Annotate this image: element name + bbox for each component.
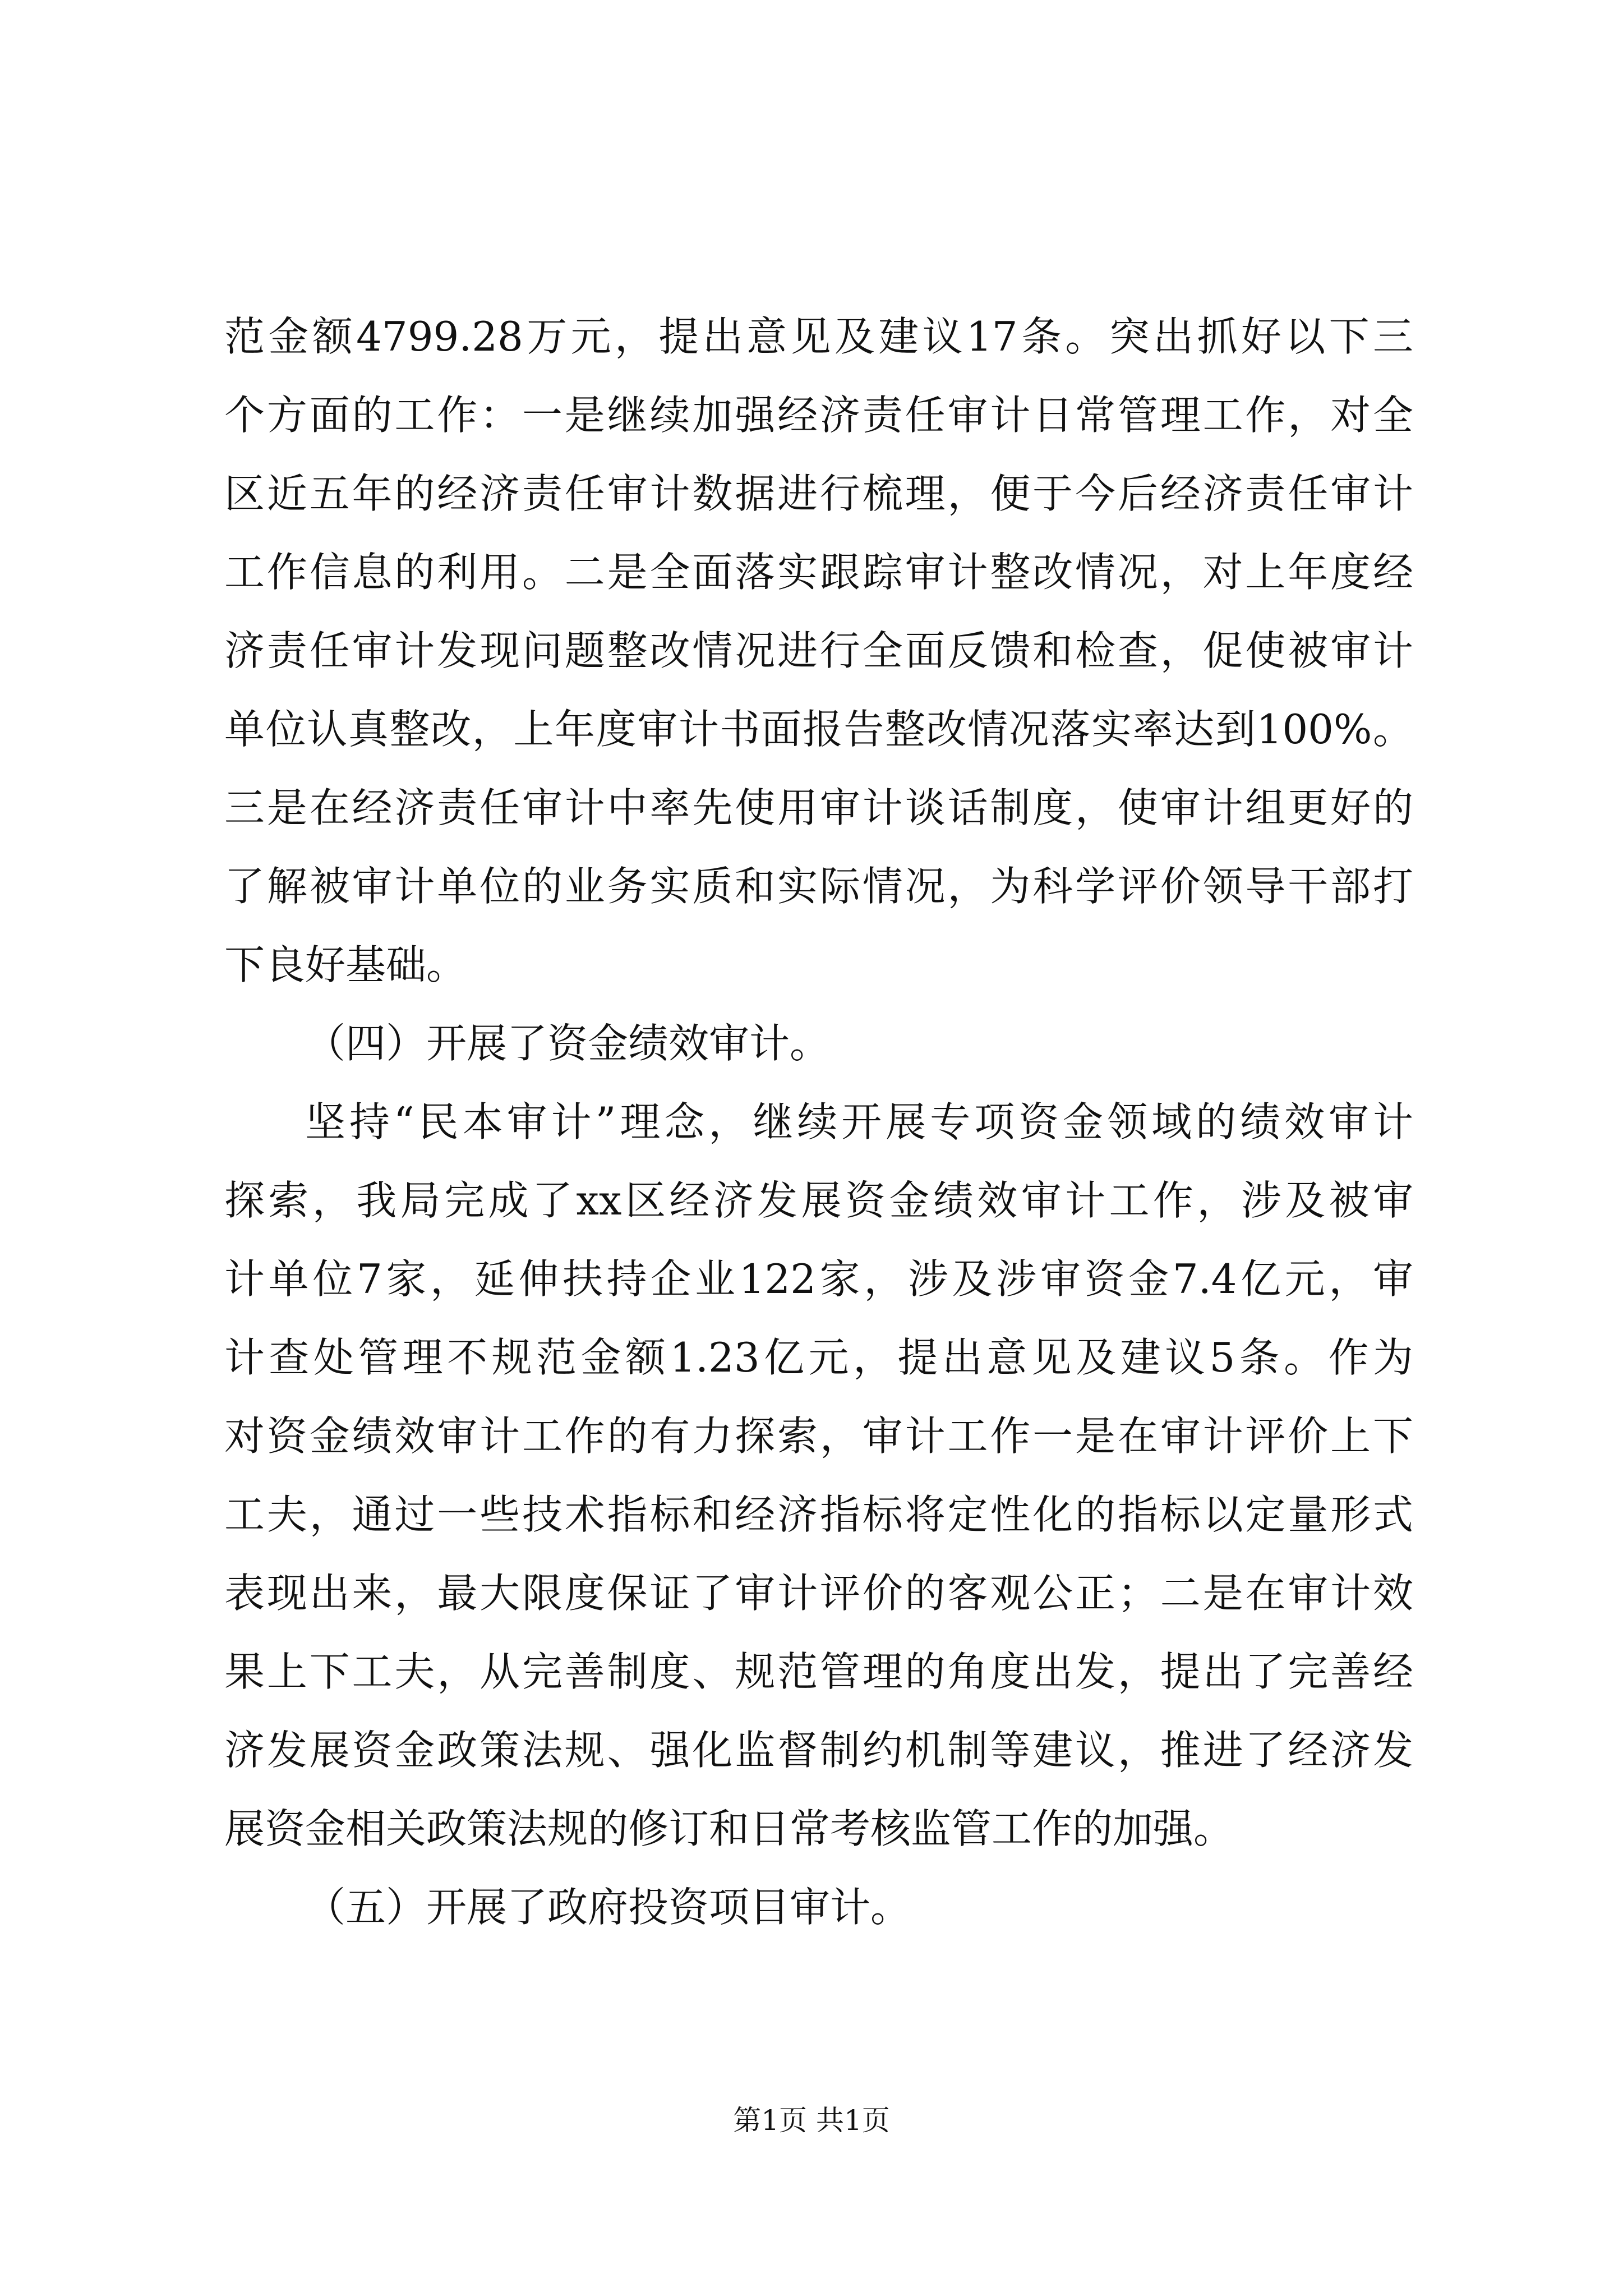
paragraph-1-line-9: 下良好基础。	[224, 941, 467, 988]
paragraph-1-line-2: 个方面的工作：一是继续加强经济责任审计日常管理工作，对全	[224, 392, 1413, 439]
paragraph-2-line-6: 工夫，通过一些技术指标和经济指标将定性化的指标以定量形式	[224, 1491, 1413, 1538]
paragraph-2-line-4: 计查处管理不规范金额1.23亿元，提出意见及建议5条。作为	[224, 1334, 1413, 1381]
paragraph-2-line-2: 探索，我局完成了xx区经济发展资金绩效审计工作，涉及被审	[224, 1177, 1413, 1224]
section-heading-5: （五）开展了政府投资项目审计。	[305, 1884, 911, 1931]
paragraph-2-line-7: 表现出来，最大限度保证了审计评价的客观公正；二是在审计效	[224, 1570, 1413, 1617]
paragraph-2-line-5: 对资金绩效审计工作的有力探索，审计工作一是在审计评价上下	[224, 1412, 1413, 1460]
paragraph-2-line-1: 坚持“民本审计”理念，继续开展专项资金领域的绩效审计	[305, 1098, 1413, 1145]
paragraph-1-line-4: 工作信息的利用。二是全面落实跟踪审计整改情况，对上年度经	[224, 549, 1413, 596]
paragraph-1-line-3: 区近五年的经济责任审计数据进行梳理，便于今后经济责任审计	[224, 470, 1413, 517]
paragraph-1-line-5: 济责任审计发现问题整改情况进行全面反馈和检查，促使被审计	[224, 627, 1413, 674]
section-heading-4: （四）开展了资金绩效审计。	[305, 1020, 831, 1067]
paragraph-1-line-7: 三是在经济责任审计中率先使用审计谈话制度，使审计组更好的	[224, 784, 1413, 831]
paragraph-1-line-6: 单位认真整改，上年度审计书面报告整改情况落实率达到100%。	[224, 706, 1413, 753]
paragraph-2-line-10: 展资金相关政策法规的修订和日常考核监管工作的加强。	[224, 1805, 1234, 1852]
paragraph-1-line-1: 范金额4799.28万元，提出意见及建议17条。突出抓好以下三	[224, 313, 1413, 360]
paragraph-2-line-8: 果上下工夫，从完善制度、规范管理的角度出发，提出了完善经	[224, 1648, 1413, 1695]
paragraph-2-line-9: 济发展资金政策法规、强化监督制约机制等建议，推进了经济发	[224, 1727, 1413, 1774]
page-footer: 第1页 共1页	[733, 2104, 890, 2137]
paragraph-1-line-8: 了解被审计单位的业务实质和实际情况，为科学评价领导干部打	[224, 863, 1413, 910]
paragraph-2-line-3: 计单位7家，延伸扶持企业122家，涉及涉审资金7.4亿元，审	[224, 1255, 1413, 1303]
